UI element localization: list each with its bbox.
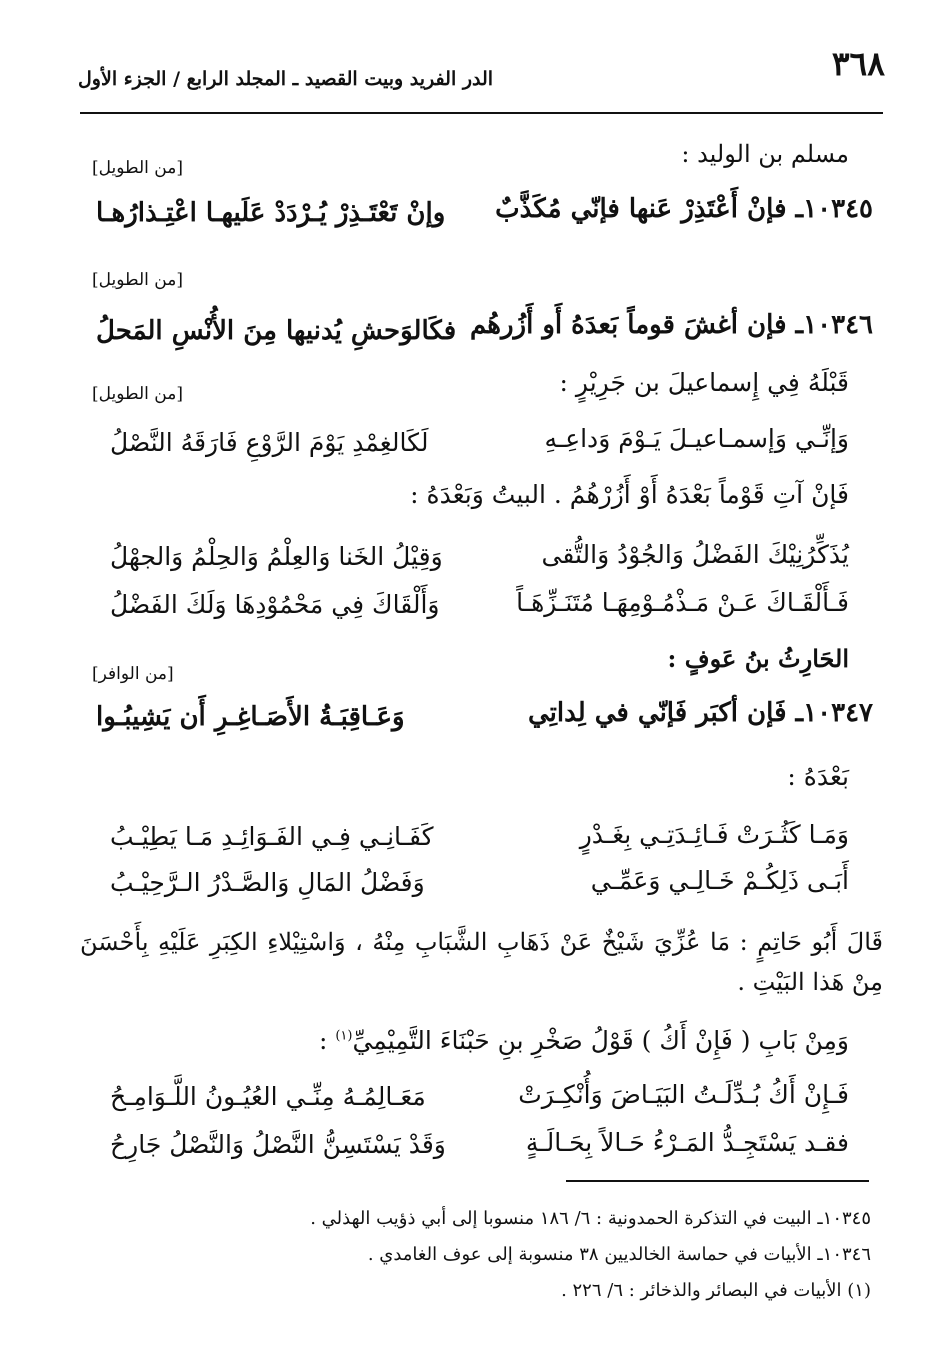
verse-second-hemistich: فكَالوَحشِ يُدنيها مِنَ الأُنْسِ المَحلُ [96,316,457,346]
quote-hemistich-right: أَبَـى ذَلِكُـمْ خَـالِـي وَعَمِّـي [590,866,849,895]
entry-intro: الحَارِثُ بنُ عَوفٍ : [667,644,849,673]
bab-text: وَمِنْ بَابِ ( فَإِنْ أَكُ ) قَوْلُ صَخْرِ بنِ حَبْنَاءَ التَّمِيْمِيِّ [352,1026,849,1055]
verse-second-hemistich: وإنْ تَعْتَـذِرْ يُـرْدَدْ عَلَيهـا اعْتِـذارُهـا [96,198,446,228]
bab-intro [319,1026,849,1055]
verse-first-hemistich: ١٠٣٤٥ـ فإنْ أَعْتَذِرْ عَنها فإنّي مُكَذَّبٌ [495,194,873,224]
quote-intro: قَبْلَهُ فِي إِسماعيلَ بن جَرِيْرٍ : [559,368,849,397]
quote-hemistich-left: وَقَدْ يَسْتَسِنُّ النَّصْلُ وَالنَّصْلُ جَارِحُ [110,1130,446,1159]
footnote: ١٠٣٤٦ـ الأبيات في حماسة الخالديين ٣٨ منسوبة إلى عوف الغامدي . [367,1244,871,1265]
footnote-marker[interactable]: (١) [335,1028,353,1044]
meter-label: [من الطويل] [92,158,183,178]
quote-line: فَإنْ آتِ قَوْماً بَعْدَهُ أَوْ أَزُرْهُمُ . البيتُ وَبَعْدَهُ : [410,480,849,509]
verse-second-hemistich: وَعَـاقِبَـةُ الأَصَـاغِـرِ أَن يَشِيبُـوا [96,702,405,732]
quote-hemistich-left: وَفَضْلُ المَالِ وَالصَّـدْرُ الـرَّحِيْـبُ [110,868,425,897]
quote-hemistich-left: وَقِيْلُ الخَنا وَالعِلْمُ وَالحِلْمُ وَالجهْلُ [110,542,443,571]
running-title: الدر الفريد وبيت القصيد ـ المجلد الرابع / الجزء الأول [78,68,494,90]
footnote: (١) الأبيات في البصائر والذخائر : ٦/ ٢٢٦ . [561,1280,871,1301]
entry-intro: مسلم بن الوليد : [681,140,849,168]
quote-hemistich-left: وَأَلْقَاكَ فِي مَحْمُوْدِهَا وَلَكَ الفَضْلُ [110,590,440,619]
quote-hemistich-left: مَعَـالِمُـهُ مِنِّـي العُيُـونُ اللَّـوَامِـحُ [110,1082,426,1111]
quote-hemistich-left: لَكَالغِمْدِ يَوْمَ الرَّوْعِ فَارَقَهُ النَّصْلُ [110,428,429,457]
quote-hemistich-right: يُذَكِّرُنِيْكَ الفَضْلُ وَالجُوْدُ وَالتُّقى [541,540,849,569]
header-rule [80,112,883,114]
verse-first-hemistich: ١٠٣٤٦ـ فإن أغشَ قوماً بَعدَهُ أَو أَزُرهُم [469,310,873,340]
meter-label: [من الطويل] [92,270,183,290]
footnote-rule [566,1180,869,1182]
commentary-paragraph: قَالَ أَبُو حَاتِمٍ : مَا عُزِّيَ شَيْخٌ عَنْ ذَهَابِ الشَّبَابِ مِنْهُ ، وَاسْتِيْلاءِ الكِبَرِ عَلَيْهِ بِأَحْسَنَ مِنْ هَذا البَيْتِ . [80,928,883,996]
meter-label: [من الوافر] [92,664,174,684]
quote-hemistich-right: وَمَـا كَثُـرَتْ فَـائِـدَتِـي بِغَـدْرٍ [579,820,849,849]
bab-colon: : [318,1026,336,1055]
quote-hemistich-left: كَفَـانِـي فِـي الفَـوَائِـدِ مَـا يَطِيْـبُ [110,822,434,851]
quote-hemistich-right: فقـد يَسْتَجِـدُّ المَـرْءُ حَـالاً بِحَـالَـةٍ [525,1128,849,1157]
page-number: ٣٦٨ [831,44,885,83]
quote-hemistich-right: وَإنِّـي وَإسمـاعيـلَ يَـوْمَ وَداعِـهِ [544,424,849,453]
after-label: بَعْدَهُ : [787,762,849,791]
verse-first-hemistich: ١٠٣٤٧ـ فَإن أكبَر فَإنّي في لِداتِي [528,698,873,728]
footnote: ١٠٣٤٥ـ البيت في التذكرة الحمدونية : ٦/ ١٨٦ منسوبا إلى أبي ذؤيب الهذلي . [310,1208,871,1229]
quote-hemistich-right: فَـإِنْ أَكُ بُـدِّلَـتُ البَيَـاضَ وَأُنْكِـرَتْ [518,1080,849,1109]
quote-hemistich-right: فَـأَلْقَـاكَ عَـنْ مَـذْمُـوْمِهَـا مُتَنَـزِّهَـاً [516,588,849,617]
meter-label: [من الطويل] [92,384,183,404]
